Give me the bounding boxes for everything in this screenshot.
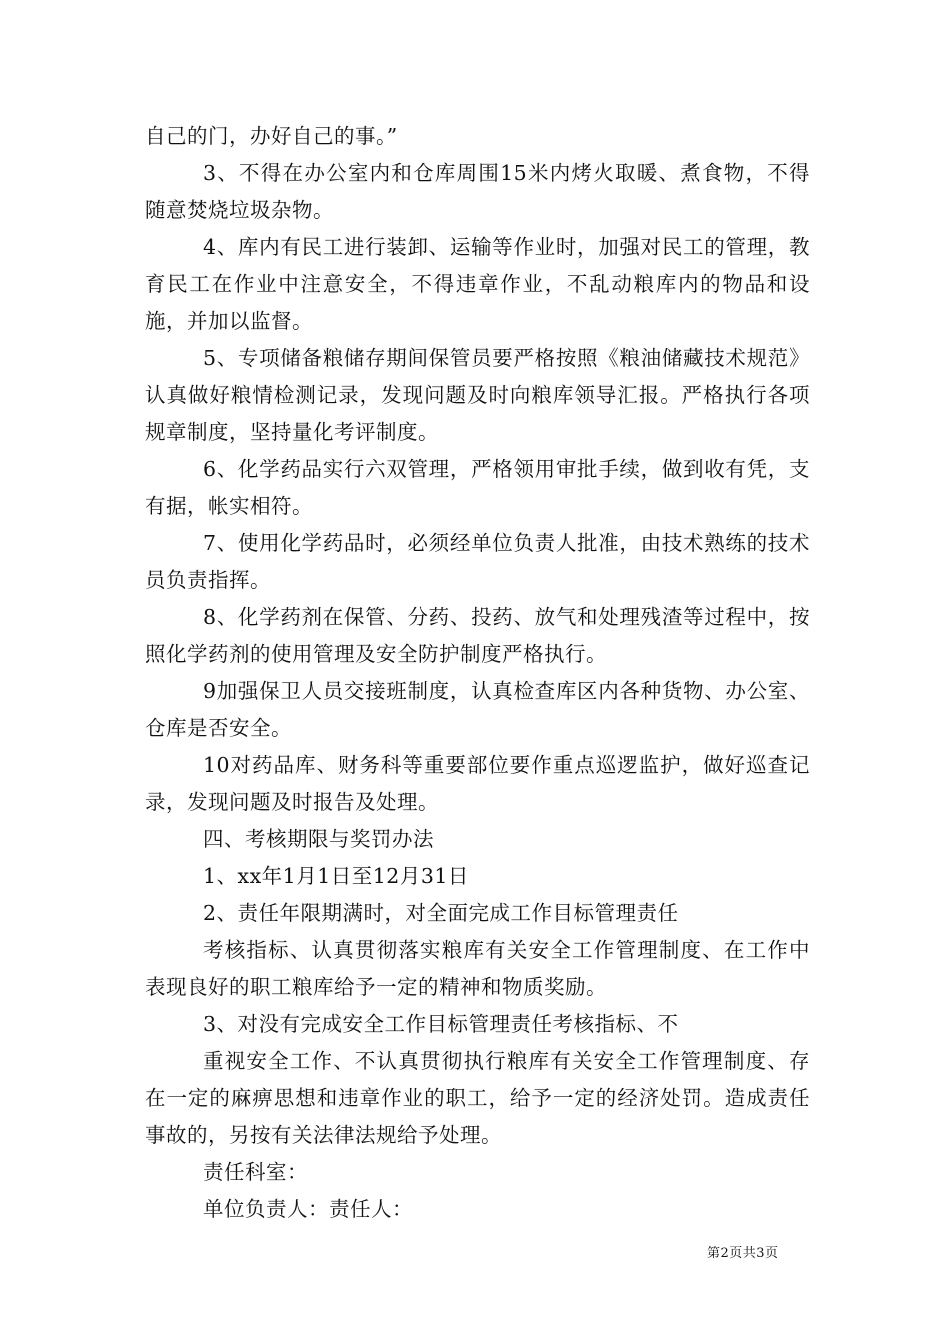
paragraph-penalty-detail: 重视安全工作、不认真贯彻执行粮库有关安全工作管理制度、存在一定的麻痹思想和违章作业的职工，给予一定的经济处罚。造成责任事故的，另按有关法律法规给予处理。 [145,1049,810,1147]
paragraph-item-8: 8、化学药剂在保管、分药、投药、放气和处理残渣等过程中，按照化学药剂的使用管理及安全防护制度严格执行。 [145,605,810,666]
paragraph-item-9: 9加强保卫人员交接班制度，认真检查库区内各种货物、办公室、仓库是否安全。 [145,679,810,740]
paragraph-continuation: 自己的门，办好自己的事。” [145,124,398,148]
responsible-department-label: 责任科室： [203,1160,308,1184]
signature-line: 单位负责人：责任人： [203,1197,413,1221]
paragraph-item-3: 3、不得在办公室内和仓库周围15米内烤火取暖、煮食物，不得随意焚烧垃圾杂物。 [145,161,810,222]
paragraph-period: 1、xx年1月1日至12月31日 [203,864,469,888]
section-heading: 四、考核期限与奖罚办法 [203,827,434,851]
paragraph-item-10: 10对药品库、财务科等重要部位要作重点巡逻监护，做好巡查记录，发现问题及时报告及处理。 [145,753,810,814]
paragraph-item-5: 5、专项储备粮储存期间保管员要严格按照《粮油储藏技术规范》认真做好粮情检测记录，发现问题及时向粮库领导汇报。严格执行各项规章制度，坚持量化考评制度。 [145,346,810,444]
paragraph-reward-intro: 2、责任年限期满时，对全面完成工作目标管理责任 [203,901,679,925]
paragraph-penalty-intro: 3、对没有完成安全工作目标管理责任考核指标、不 [203,1012,679,1036]
paragraph-item-4: 4、库内有民工进行装卸、运输等作业时，加强对民工的管理，教育民工在作业中注意安全，不得违章作业，不乱动粮库内的物品和设施，并加以监督。 [145,235,810,333]
paragraph-item-7: 7、使用化学药品时，必须经单位负责人批准，由技术熟练的技术员负责指挥。 [145,531,810,592]
paragraph-reward-detail: 考核指标、认真贯彻落实粮库有关安全工作管理制度、在工作中表现良好的职工粮库给予一定的精神和物质奖励。 [145,938,810,999]
paragraph-item-6: 6、化学药品实行六双管理，严格领用审批手续，做到收有凭，支有据，帐实相符。 [145,457,810,518]
page-number: 第2页共3页 [707,1246,779,1261]
document-body [145,118,810,1228]
